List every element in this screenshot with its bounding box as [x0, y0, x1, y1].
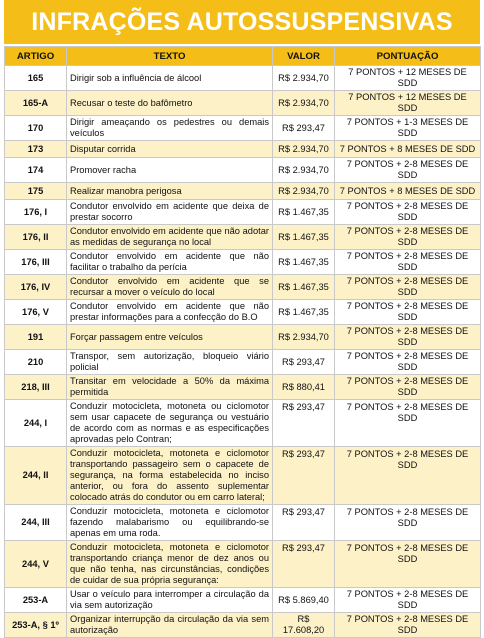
cell-artigo: 244, V: [5, 541, 67, 588]
cell-valor: R$ 2.934,70: [273, 325, 335, 350]
cell-pontuacao: 7 PONTOS + 8 MESES DE SDD: [335, 141, 481, 158]
cell-pontuacao: 7 PONTOS + 2-8 MESES DE SDD: [335, 400, 481, 447]
cell-artigo: 176, V: [5, 300, 67, 325]
cell-artigo: 170: [5, 116, 67, 141]
cell-pontuacao: 7 PONTOS + 12 MESES DE SDD: [335, 91, 481, 116]
cell-texto: Conduzir motocicleta, motoneta e ciclomotor fazendo malabarismo ou equilibrando-se apenas em uma roda.: [67, 505, 273, 541]
cell-valor: R$ 293,47: [273, 350, 335, 375]
cell-texto: Recusar o teste do bafômetro: [67, 91, 273, 116]
table-row: [5, 275, 481, 300]
table-row: [5, 250, 481, 275]
cell-pontuacao: 7 PONTOS + 12 MESES DE SDD: [335, 66, 481, 91]
cell-valor: R$ 1.467,35: [273, 250, 335, 275]
header-valor: VALOR: [273, 47, 335, 66]
cell-valor: R$ 293,47: [273, 447, 335, 505]
cell-texto: Dirigir sob a influência de álcool: [67, 66, 273, 91]
cell-pontuacao: 7 PONTOS + 2-8 MESES DE SDD: [335, 300, 481, 325]
cell-artigo: 253-A: [5, 588, 67, 613]
table-row: [5, 375, 481, 400]
cell-valor: R$ 880,41: [273, 375, 335, 400]
cell-pontuacao: 7 PONTOS + 2-8 MESES DE SDD: [335, 588, 481, 613]
table-row: [5, 116, 481, 141]
cell-artigo: 165: [5, 66, 67, 91]
table-row: [5, 400, 481, 447]
table-row: [5, 91, 481, 116]
cell-texto: Conduzir motocicleta, motoneta ou ciclomotor sem usar capacete de segurança ou vestuário de acordo com as normas e as especificações aprovadas pelo Contran;: [67, 400, 273, 447]
cell-artigo: 165-A: [5, 91, 67, 116]
cell-artigo: 191: [5, 325, 67, 350]
cell-texto: Condutor envolvido em acidente que não prestar informações para a confecção do B.O: [67, 300, 273, 325]
cell-valor: R$ 1.467,35: [273, 225, 335, 250]
header-pontuacao: PONTUAÇÃO: [335, 47, 481, 66]
cell-valor: R$ 1.467,35: [273, 275, 335, 300]
cell-valor: R$ 293,47: [273, 400, 335, 447]
table-row: [5, 66, 481, 91]
table-row: [5, 447, 481, 505]
cell-pontuacao: 7 PONTOS + 2-8 MESES DE SDD: [335, 275, 481, 300]
cell-valor: R$ 1.467,35: [273, 300, 335, 325]
cell-valor: R$ 2.934,70: [273, 158, 335, 183]
cell-texto: Promover racha: [67, 158, 273, 183]
table-row: [5, 225, 481, 250]
cell-pontuacao: 7 PONTOS + 2-8 MESES DE SDD: [335, 375, 481, 400]
cell-texto: Forçar passagem entre veículos: [67, 325, 273, 350]
cell-artigo: 175: [5, 183, 67, 200]
cell-valor: R$ 1.467,35: [273, 200, 335, 225]
cell-artigo: 176, I: [5, 200, 67, 225]
cell-texto: Transitar em velocidade a 50% da máxima permitida: [67, 375, 273, 400]
cell-artigo: 210: [5, 350, 67, 375]
cell-texto: Conduzir motocicleta, motoneta e ciclomotor transportando criança menor de dez anos ou que não tenha, nas circunstâncias, condições de cuidar de sua própria segurança:: [67, 541, 273, 588]
cell-artigo: 244, I: [5, 400, 67, 447]
cell-pontuacao: 7 PONTOS + 2-8 MESES DE SDD: [335, 447, 481, 505]
table-row: [5, 158, 481, 183]
cell-valor: R$ 293,47: [273, 116, 335, 141]
cell-artigo: 218, III: [5, 375, 67, 400]
cell-texto: Condutor envolvido em acidente que não adotar as medidas de segurança no local: [67, 225, 273, 250]
cell-artigo: 244, II: [5, 447, 67, 505]
cell-artigo: 253-A, § 1º: [5, 613, 67, 638]
cell-pontuacao: 7 PONTOS + 2-8 MESES DE SDD: [335, 325, 481, 350]
cell-texto: Realizar manobra perigosa: [67, 183, 273, 200]
cell-pontuacao: 7 PONTOS + 2-8 MESES DE SDD: [335, 250, 481, 275]
cell-valor: R$ 2.934,70: [273, 183, 335, 200]
cell-valor: R$ 2.934,70: [273, 91, 335, 116]
cell-texto: Condutor envolvido em acidente que não facilitar o trabalho da perícia: [67, 250, 273, 275]
cell-valor: R$ 293,47: [273, 505, 335, 541]
cell-valor: R$ 17.608,20: [273, 613, 335, 638]
cell-texto: Usar o veículo para interromper a circulação da via sem autorização: [67, 588, 273, 613]
cell-valor: R$ 5.869,40: [273, 588, 335, 613]
cell-artigo: 174: [5, 158, 67, 183]
cell-pontuacao: 7 PONTOS + 1-3 MESES DE SDD: [335, 116, 481, 141]
cell-valor: R$ 2.934,70: [273, 66, 335, 91]
header-texto: TEXTO: [67, 47, 273, 66]
cell-texto: Dirigir ameaçando os pedestres ou demais veículos: [67, 116, 273, 141]
cell-texto: Disputar corrida: [67, 141, 273, 158]
table-row: [5, 141, 481, 158]
infractions-table: [4, 46, 481, 638]
table-header-row: [5, 47, 481, 66]
cell-pontuacao: 7 PONTOS + 2-8 MESES DE SDD: [335, 541, 481, 588]
cell-pontuacao: 7 PONTOS + 2-8 MESES DE SDD: [335, 158, 481, 183]
table-row: [5, 541, 481, 588]
cell-valor: R$ 293,47: [273, 541, 335, 588]
table-row: [5, 613, 481, 638]
cell-artigo: 176, II: [5, 225, 67, 250]
cell-artigo: 244, III: [5, 505, 67, 541]
table-row: [5, 505, 481, 541]
cell-texto: Transpor, sem autorização, bloqueio viário policial: [67, 350, 273, 375]
cell-texto: Organizar interrupção da circulação da via sem autorização: [67, 613, 273, 638]
page-title: INFRAÇÕES AUTOSSUSPENSIVAS: [4, 0, 480, 44]
cell-artigo: 176, IV: [5, 275, 67, 300]
table-row: [5, 350, 481, 375]
table-row: [5, 200, 481, 225]
cell-pontuacao: 7 PONTOS + 2-8 MESES DE SDD: [335, 505, 481, 541]
cell-pontuacao: 7 PONTOS + 2-8 MESES DE SDD: [335, 350, 481, 375]
header-artigo: ARTIGO: [5, 47, 67, 66]
table-row: [5, 183, 481, 200]
cell-pontuacao: 7 PONTOS + 2-8 MESES DE SDD: [335, 613, 481, 638]
cell-pontuacao: 7 PONTOS + 8 MESES DE SDD: [335, 183, 481, 200]
cell-pontuacao: 7 PONTOS + 2-8 MESES DE SDD: [335, 225, 481, 250]
cell-texto: Condutor envolvido em acidente que se recursar a mover o veículo do local: [67, 275, 273, 300]
cell-artigo: 176, III: [5, 250, 67, 275]
table-row: [5, 300, 481, 325]
table-row: [5, 588, 481, 613]
cell-pontuacao: 7 PONTOS + 2-8 MESES DE SDD: [335, 200, 481, 225]
cell-texto: Condutor envolvido em acidente que deixa de prestar socorro: [67, 200, 273, 225]
cell-artigo: 173: [5, 141, 67, 158]
table-row: [5, 325, 481, 350]
cell-texto: Conduzir motocicleta, motoneta e ciclomotor transportando passageiro sem o capacete de segurança, na forma estabelecida no inciso anterior, ou fora do assento suplementar colocado atrás do condutor ou em carro lateral;: [67, 447, 273, 505]
cell-valor: R$ 2.934,70: [273, 141, 335, 158]
